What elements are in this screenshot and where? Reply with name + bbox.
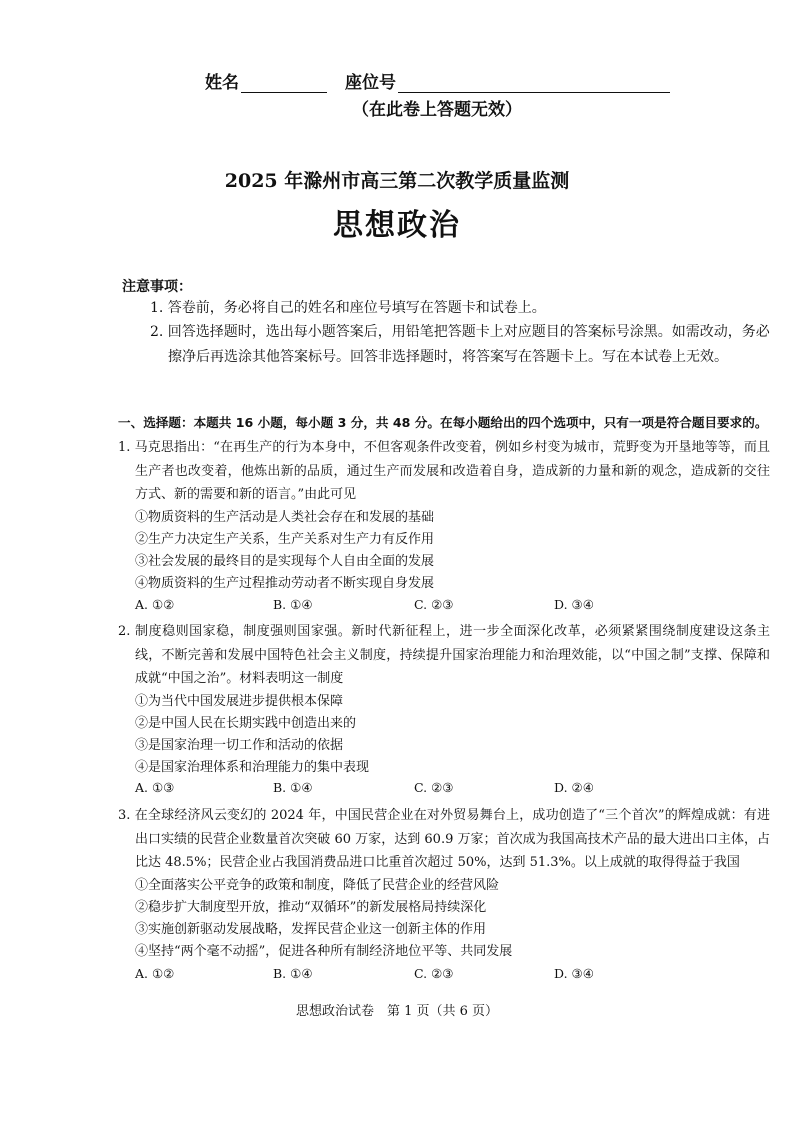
answer-c: C. ②③	[414, 597, 454, 612]
question-1-option-3: ③社会发展的最终目的是实现每个人自由全面的发展	[135, 554, 435, 569]
question-2-stem: 2. 制度稳则国家稳，制度强则国家强。新时代新征程上，进一步全面深化改革，必须紧紧围绕制度建设这条主线，不断完善和发展中国特色社会主义制度，持续提升国家治理能力和治理效能，以“中国之制”支撑、保障和成就“中国之治”。材料表明这一制度	[118, 624, 770, 686]
question-1-option-2: ②生产力决定生产关系，生产关系对生产力有反作用	[135, 532, 435, 547]
question-2-answers	[135, 780, 755, 800]
answer-b: B. ①④	[273, 597, 313, 612]
page-footer: 思想政治试卷 第 1 页（共 6 页）	[295, 1004, 499, 1019]
name-blank	[241, 74, 327, 93]
question-1-option-1: ①物质资料的生产活动是人类社会存在和发展的基础	[135, 510, 435, 525]
notice-item-1: 1. 答卷前，务必将自己的姓名和座位号填写在答题卡和试卷上。	[150, 300, 546, 316]
invalid-note: （在此卷上答题无效）	[352, 100, 522, 120]
subject-title: 思想政治	[333, 208, 461, 243]
notice-item-2: 2. 回答选择题时，选出每小题答案后，用铅笔把答题卡上对应题目的答案标号涂黑。如需改动，务必擦净后再选涂其他答案标号。回答非选择题时，将答案写在答题卡上。写在本试卷上无效。	[150, 324, 770, 365]
candidate-info-line	[205, 68, 670, 93]
name-label: 姓名	[205, 73, 239, 93]
question-2-option-3: ③是国家治理一切工作和活动的依据	[135, 738, 344, 753]
question-3-stem: 3. 在全球经济风云变幻的 2024 年，中国民营企业在对外贸易舞台上，成功创造了“三个首次”的辉煌成就：有进出口实绩的民营企业数量首次突破 60 万家，达到 60.9 万家；首次成为我国高技术产品的最大进出口主体，占比达 48.5%；民营企业占我国消费品进口比重首次超过 50%，达到 51.3%。以上成就的取得得益于我国	[118, 808, 770, 870]
answer-b: B. ①④	[273, 780, 313, 795]
question-3-option-3: ③实施创新驱动发展战略，发挥民营企业这一创新主体的作用	[135, 922, 487, 937]
question-2-option-1: ①为当代中国发展进步提供根本保障	[135, 694, 344, 709]
exam-title: 2025 年滁州市高三第二次教学质量监测	[224, 170, 570, 192]
seat-blank	[398, 74, 670, 93]
question-3-option-1: ①全面落实公平竞争的政策和制度，降低了民营企业的经营风险	[135, 878, 500, 893]
answer-a: A. ①③	[135, 780, 175, 795]
answer-b: B. ①④	[273, 966, 313, 981]
question-1-option-4: ④物质资料的生产过程推动劳动者不断实现自身发展	[135, 576, 435, 591]
answer-c: C. ②③	[414, 966, 454, 981]
question-2-option-2: ②是中国人民在长期实践中创造出来的	[135, 716, 357, 731]
notice-heading: 注意事项：	[122, 279, 192, 295]
question-3-option-4: ④坚持“两个毫不动摇”，促进各种所有制经济地位平等、共同发展	[135, 944, 513, 959]
question-1-answers	[135, 597, 755, 617]
question-3-option-2: ②稳步扩大制度型开放，推动“双循环”的新发展格局持续深化	[135, 900, 487, 915]
section-heading: 一、选择题：本题共 16 小题，每小题 3 分，共 48 分。在每小题给出的四个选项中，只有一项是符合题目要求的。	[118, 415, 768, 430]
answer-d: D. ③④	[554, 597, 594, 612]
answer-a: A. ①②	[135, 597, 175, 612]
answer-d: D. ③④	[554, 966, 594, 981]
answer-d: D. ②④	[554, 780, 594, 795]
answer-c: C. ②③	[414, 780, 454, 795]
question-2-option-4: ④是国家治理体系和治理能力的集中表现	[135, 760, 370, 775]
question-3-answers	[135, 966, 755, 986]
question-1-stem: 1. 马克思指出：“在再生产的行为本身中，不但客观条件改变着，例如乡村变为城市，荒野变为开垦地等等，而且生产者也改变着，他炼出新的品质，通过生产而发展和改造着自身，造成新的力量和新的观念，造成新的交往方式、新的需要和新的语言。”由此可见	[118, 440, 770, 502]
seat-label: 座位号	[345, 73, 396, 93]
answer-a: A. ①②	[135, 966, 175, 981]
